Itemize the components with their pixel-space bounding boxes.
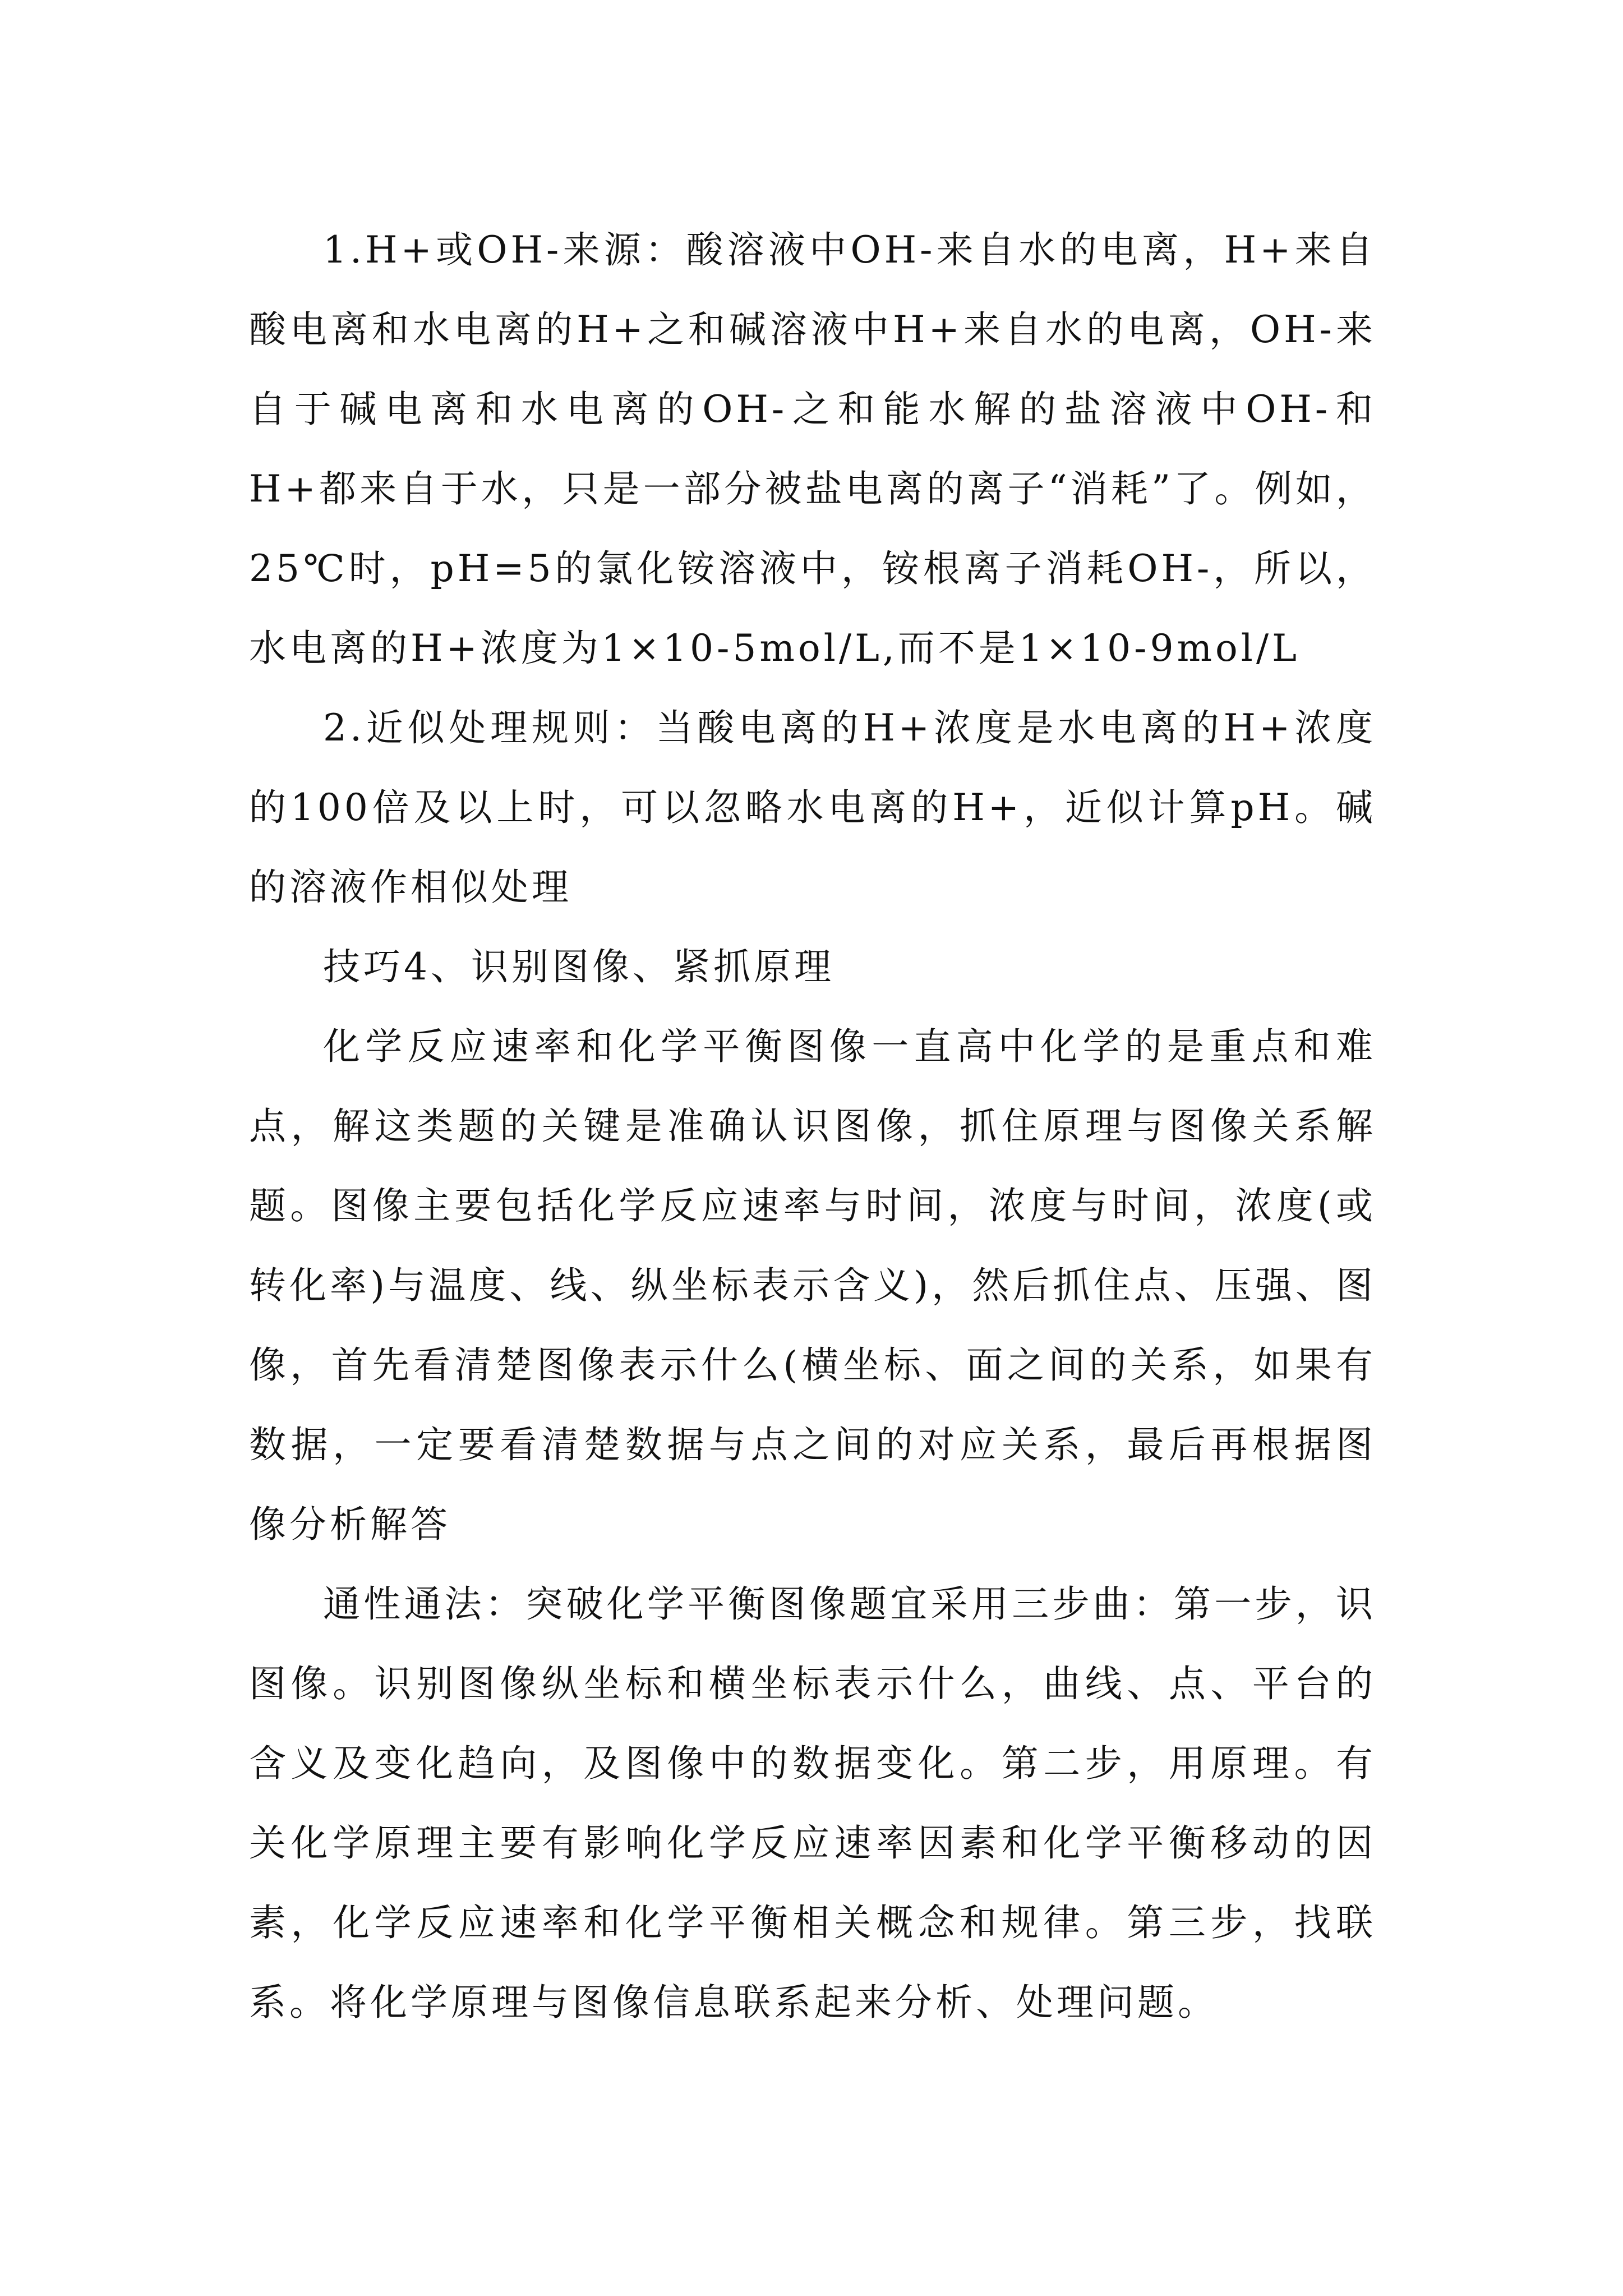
section-heading-tip-4: 技巧4、识别图像、紧抓原理 (323, 945, 834, 988)
paragraph-general-method: 通性通法：突破化学平衡图像题宜采用三步曲：第一步，识图像。识别图像纵坐标和横坐标表示什么，曲线、点、平台的含义及变化趋向，及图像中的数据变化。第二步，用原理。有关化学原理主要有影响化学反应速率因素和化学平衡移动的因素，化学反应速率和化学平衡相关概念和规律。第三步，找联系。将化学原理与图像信息联系起来分析、处理问题。 (249, 1582, 1376, 2024)
paragraph-approximation-rule: 2.近似处理规则：当酸电离的H+浓度是水电离的H+浓度的100倍及以上时，可以忽略水电离的H+，近似计算pH。碱的溶液作相似处理 (249, 706, 1376, 909)
paragraph-h-oh-source: 1.H+或OH-来源：酸溶液中OH-来自水的电离，H+来自酸电离和水电离的H+之和碱溶液中H+来自水的电离，OH-来自于碱电离和水电离的OH-之和能水解的盐溶液中OH-和H+都来自于水，只是一部分被盐电离的离子“消耗”了。例如，25℃时，pH=5的氯化铵溶液中，铵根离子消耗OH-，所以，水电离的H+浓度为1×10-5mol/L,而不是1×10-9mol/L (249, 228, 1376, 670)
paragraph-graph-principles: 化学反应速率和化学平衡图像一直高中化学的是重点和难点，解这类题的关键是准确认识图像，抓住原理与图像关系解题。图像主要包括化学反应速率与时间，浓度与时间，浓度(或转化率)与温度、线、纵坐标表示含义)，然后抓住点、压强、图像，首先看清楚图像表示什么(横坐标、面之间的关系，如果有数据，一定要看清楚数据与点之间的对应关系，最后再根据图像分析解答 (249, 1025, 1376, 1546)
document-body (249, 210, 1376, 2042)
